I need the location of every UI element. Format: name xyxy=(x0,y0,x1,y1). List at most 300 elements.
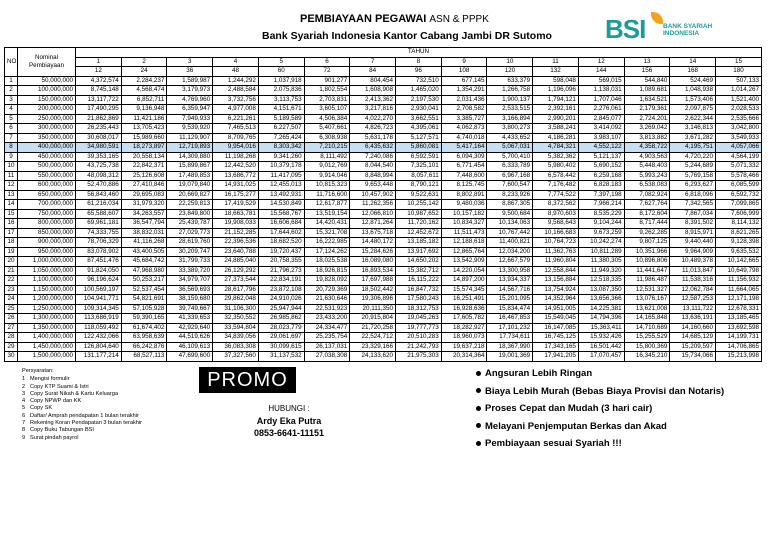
installment-cell: 22,259,813 xyxy=(167,200,213,210)
installment-cell: 2,197,530 xyxy=(396,95,442,105)
installment-cell: 14,710,689 xyxy=(624,323,670,333)
installment-cell: 7,867,034 xyxy=(670,209,716,219)
installment-cell: 14,420,431 xyxy=(304,219,350,229)
installment-cell: 8,125,745 xyxy=(441,181,487,191)
installment-cell: 8,848,994 xyxy=(350,171,396,181)
installment-cell: 34,980,591 xyxy=(76,143,122,153)
installment-cell: 25,235,754 xyxy=(304,333,350,343)
installment-cell: 69,961,181 xyxy=(76,219,122,229)
installment-cell: 1,794,121 xyxy=(533,95,579,105)
installment-cell: 19,637,218 xyxy=(441,342,487,352)
installment-cell: 83,078,902 xyxy=(76,247,122,257)
installment-cell: 8,745,148 xyxy=(76,86,122,96)
installment-cell: 3,605,107 xyxy=(304,105,350,115)
installment-cell: 54,821,691 xyxy=(121,295,167,305)
installment-cell: 43,400,505 xyxy=(121,247,167,257)
installment-cell: 13,692,598 xyxy=(716,323,762,333)
installment-cell: 6,094,309 xyxy=(441,152,487,162)
installment-cell: 13,156,884 xyxy=(533,276,579,286)
installment-cell: 18,312,753 xyxy=(396,304,442,314)
installment-cell: 5,690,152 xyxy=(578,162,624,172)
installment-cell: 6,538,083 xyxy=(624,181,670,191)
year-header-cell: 3 xyxy=(167,57,213,67)
installment-cell: 6,333,789 xyxy=(487,162,533,172)
installment-cell: 7,774,522 xyxy=(533,190,579,200)
installment-cell: 15,201,095 xyxy=(487,295,533,305)
installment-cell: 9,954,016 xyxy=(213,143,259,153)
installment-cell: 14,530,849 xyxy=(258,200,304,210)
installment-cell: 12,518,335 xyxy=(578,276,624,286)
table-row xyxy=(5,295,762,305)
installment-cell: 5,769,158 xyxy=(670,171,716,181)
installment-cell: 15,255,529 xyxy=(624,333,670,343)
installment-cell: 17,644,602 xyxy=(258,228,304,238)
installment-cell: 22,524,712 xyxy=(350,333,396,343)
installment-cell: 17,343,165 xyxy=(533,342,579,352)
row-number-cell: 27 xyxy=(5,323,18,333)
installment-cell: 30,209,747 xyxy=(167,247,213,257)
installment-cell: 36,547,794 xyxy=(121,219,167,229)
installment-cell: 2,845,077 xyxy=(578,114,624,124)
installment-cell: 12,452,672 xyxy=(396,228,442,238)
month-header-cell: 132 xyxy=(533,67,579,77)
table-row xyxy=(5,152,762,162)
installment-cell: 7,265,424 xyxy=(258,133,304,143)
year-header-cell: 11 xyxy=(533,57,579,67)
installment-cell: 7,465,513 xyxy=(213,124,259,134)
installment-cell: 29,695,083 xyxy=(121,190,167,200)
installment-cell: 24,334,477 xyxy=(304,323,350,333)
installment-cell: 59,390,165 xyxy=(121,314,167,324)
year-header-cell: 15 xyxy=(716,57,762,67)
installment-cell: 56,843,460 xyxy=(76,190,122,200)
installment-cell: 109,314,345 xyxy=(76,304,122,314)
installment-cell: 41,116,268 xyxy=(121,238,167,248)
installment-cell: 18,663,781 xyxy=(213,209,259,219)
bsi-leaf-icon xyxy=(651,12,663,24)
installment-cell: 16,147,085 xyxy=(533,323,579,333)
installment-cell: 8,114,132 xyxy=(716,219,762,229)
installment-cell: 1,014,267 xyxy=(716,86,762,96)
row-number-cell: 30 xyxy=(5,352,18,362)
installment-cell: 20,729,369 xyxy=(304,285,350,295)
installment-cell: 22,396,536 xyxy=(213,238,259,248)
installment-cell: 100,569,197 xyxy=(76,285,122,295)
installment-cell: 1,589,987 xyxy=(167,76,213,86)
row-number-cell: 8 xyxy=(5,143,18,153)
installment-cell: 15,284,626 xyxy=(350,247,396,257)
installment-cell: 26,985,862 xyxy=(258,314,304,324)
installment-cell: 3,166,894 xyxy=(487,114,533,124)
benefit-item xyxy=(476,383,724,401)
nominal-cell: 650,000,000 xyxy=(18,190,76,200)
installment-cell: 18,926,815 xyxy=(304,266,350,276)
month-header-cell: 96 xyxy=(396,67,442,77)
installment-cell: 8,621,265 xyxy=(716,228,762,238)
installment-cell: 5,407,661 xyxy=(304,124,350,134)
nominal-cell: 450,000,000 xyxy=(18,152,76,162)
nominal-cell: 1,150,000,000 xyxy=(18,285,76,295)
nominal-cell: 50,000,000 xyxy=(18,76,76,86)
nominal-cell: 350,000,000 xyxy=(18,133,76,143)
installment-cell: 11,129,907 xyxy=(167,133,213,143)
installment-cell: 1,707,046 xyxy=(578,95,624,105)
requirement-text: Copy SK xyxy=(30,405,53,412)
nominal-cell: 850,000,000 xyxy=(18,228,76,238)
row-number-cell: 15 xyxy=(5,209,18,219)
installment-cell: 3,588,241 xyxy=(533,124,579,134)
installment-cell: 57,105,928 xyxy=(121,304,167,314)
installment-cell: 11,720,162 xyxy=(396,219,442,229)
title-suffix: ASN & PPPK xyxy=(429,14,489,25)
installment-cell: 4,784,321 xyxy=(533,143,579,153)
installment-cell: 19,306,896 xyxy=(350,295,396,305)
installment-cell: 3,146,813 xyxy=(670,124,716,134)
installment-cell: 3,549,933 xyxy=(716,133,762,143)
installment-cell: 15,363,411 xyxy=(578,323,624,333)
installment-cell: 18,502,442 xyxy=(350,285,396,295)
requirement-item xyxy=(22,435,142,442)
installment-cell: 18,273,897 xyxy=(121,143,167,153)
installment-cell: 11,986,487 xyxy=(624,276,670,286)
installment-cell: 17,419,529 xyxy=(213,200,259,210)
installment-cell: 17,697,988 xyxy=(350,276,396,286)
installment-cell: 16,606,684 xyxy=(258,219,304,229)
installment-cell: 31,979,320 xyxy=(121,200,167,210)
installment-cell: 10,351,966 xyxy=(624,247,670,257)
installment-cell: 4,568,474 xyxy=(121,86,167,96)
installment-cell: 12,678,331 xyxy=(716,304,762,314)
installment-cell: 598,048 xyxy=(533,76,579,86)
installment-cell: 18,960,073 xyxy=(441,333,487,343)
installment-cell: 13,636,191 xyxy=(670,314,716,324)
installment-cell: 15,932,426 xyxy=(578,333,624,343)
requirement-item xyxy=(22,413,142,420)
installment-cell: 9,568,643 xyxy=(533,219,579,229)
installment-cell: 31,106,300 xyxy=(213,304,259,314)
requirement-text: Rekening Koran Pendapatan 3 bulan terakhir xyxy=(30,420,142,427)
installment-cell: 8,172,604 xyxy=(624,209,670,219)
installment-cell: 9,635,532 xyxy=(716,247,762,257)
nominal-cell: 1,350,000,000 xyxy=(18,323,76,333)
installment-cell: 19,720,437 xyxy=(258,247,304,257)
installment-cell: 5,382,362 xyxy=(533,152,579,162)
installment-cell: 13,686,772 xyxy=(213,171,259,181)
row-number-cell: 25 xyxy=(5,304,18,314)
nominal-cell: 600,000,000 xyxy=(18,181,76,191)
row-number-cell: 11 xyxy=(5,171,18,181)
installment-cell: 6,293,627 xyxy=(670,181,716,191)
installment-cell: 16,251,491 xyxy=(441,295,487,305)
installment-cell: 3,042,800 xyxy=(716,124,762,134)
nominal-header xyxy=(18,48,76,77)
year-header-row xyxy=(5,57,762,67)
nominal-cell: 500,000,000 xyxy=(18,162,76,172)
installment-cell: 2,284,237 xyxy=(121,76,167,86)
installment-cell: 1,354,291 xyxy=(441,86,487,96)
installment-cell: 27,410,846 xyxy=(121,181,167,191)
installment-cell: 901,277 xyxy=(304,76,350,86)
installment-cell: 8,303,342 xyxy=(258,143,304,153)
year-header-cell: 14 xyxy=(670,57,716,67)
installment-cell: 13,087,350 xyxy=(578,285,624,295)
installment-cell: 23,872,108 xyxy=(258,285,304,295)
table-row xyxy=(5,266,762,276)
bullet-icon xyxy=(476,371,481,376)
logo-caption-line-2: INDONESIA xyxy=(663,30,700,37)
benefit-text: Melayani Penjemputan Berkas dan Akad xyxy=(485,420,667,432)
installment-cell: 6,592,591 xyxy=(396,152,442,162)
installment-cell: 677,145 xyxy=(441,76,487,86)
month-header-cell: 168 xyxy=(670,67,716,77)
month-header-cell: 72 xyxy=(304,67,350,77)
installment-cell: 14,567,716 xyxy=(487,285,533,295)
installment-cell: 12,871,264 xyxy=(350,219,396,229)
installment-cell: 65,588,607 xyxy=(76,209,122,219)
row-number-cell: 18 xyxy=(5,238,18,248)
installment-cell: 8,970,603 xyxy=(533,209,579,219)
installment-cell: 104,941,771 xyxy=(76,295,122,305)
installment-cell: 3,983,107 xyxy=(578,133,624,143)
installment-cell: 12,188,618 xyxy=(441,238,487,248)
installment-cell: 17,101,232 xyxy=(487,323,533,333)
installment-cell: 6,592,732 xyxy=(716,190,762,200)
document-header xyxy=(0,0,768,48)
installment-cell: 13,076,167 xyxy=(624,295,670,305)
row-number-cell: 22 xyxy=(5,276,18,286)
installment-cell: 12,066,810 xyxy=(350,209,396,219)
installment-cell: 7,240,086 xyxy=(350,152,396,162)
installment-cell: 13,185,182 xyxy=(396,238,442,248)
installment-cell: 9,012,769 xyxy=(304,162,350,172)
nominal-cell: 100,000,000 xyxy=(18,86,76,96)
installment-cell: 14,706,865 xyxy=(716,342,762,352)
requirements-title: Persyaratan: xyxy=(22,368,54,374)
row-number-cell: 19 xyxy=(5,247,18,257)
installment-cell: 2,028,533 xyxy=(716,105,762,115)
row-number-cell: 12 xyxy=(5,181,18,191)
installment-cell: 9,914,046 xyxy=(304,171,350,181)
installment-cell: 23,849,800 xyxy=(167,209,213,219)
table-row xyxy=(5,171,762,181)
installment-cell: 5,121,137 xyxy=(578,152,624,162)
installment-cell: 544,840 xyxy=(624,76,670,86)
installment-cell: 13,754,924 xyxy=(533,285,579,295)
installment-cell: 6,852,711 xyxy=(121,95,167,105)
installment-cell: 8,709,765 xyxy=(213,133,259,143)
installment-cell: 2,488,584 xyxy=(213,86,259,96)
installment-cell: 3,269,042 xyxy=(624,124,670,134)
table-row xyxy=(5,76,762,86)
installment-cell: 15,213,998 xyxy=(716,352,762,362)
row-number-cell: 10 xyxy=(5,162,18,172)
installment-cell: 1,037,918 xyxy=(258,76,304,86)
installment-cell: 18,025,538 xyxy=(304,257,350,267)
installment-cell: 12,455,013 xyxy=(258,181,304,191)
installment-cell: 16,893,534 xyxy=(350,266,396,276)
installment-cell: 22,531,923 xyxy=(304,304,350,314)
installment-cell: 29,862,048 xyxy=(213,295,259,305)
year-header-cell: 7 xyxy=(350,57,396,67)
installment-cell: 9,440,440 xyxy=(670,238,716,248)
benefit-item xyxy=(476,435,724,453)
requirement-text: Mengisi formulir xyxy=(30,376,70,383)
installment-cell: 14,225,381 xyxy=(578,304,624,314)
installment-cell: 1,634,521 xyxy=(624,95,670,105)
installment-cell: 16,345,210 xyxy=(624,352,670,362)
year-header-cell: 2 xyxy=(121,57,167,67)
installment-cell: 14,309,880 xyxy=(167,152,213,162)
requirement-item xyxy=(22,420,142,427)
requirement-item xyxy=(22,391,142,398)
installment-cell: 5,071,332 xyxy=(716,162,762,172)
month-header-cell: 48 xyxy=(213,67,259,77)
installment-cell: 68,527,113 xyxy=(121,352,167,362)
installment-cell: 15,989,660 xyxy=(121,133,167,143)
requirement-number: 7 xyxy=(22,420,26,427)
table-row xyxy=(5,124,762,134)
document-subtitle: Bank Syariah Indonesia Kantor Cabang Jambi DR Sutomo xyxy=(262,30,552,42)
installment-cell: 4,720,220 xyxy=(670,152,716,162)
requirement-number: 5 xyxy=(22,405,26,412)
installment-cell: 47,968,980 xyxy=(121,266,167,276)
installment-cell: 19,079,840 xyxy=(167,181,213,191)
installment-cell: 10,142,665 xyxy=(716,257,762,267)
table-row xyxy=(5,181,762,191)
installment-cell: 10,764,723 xyxy=(533,238,579,248)
installment-cell: 17,734,611 xyxy=(487,333,533,343)
installment-cell: 7,966,214 xyxy=(578,200,624,210)
installment-cell: 1,266,758 xyxy=(487,86,533,96)
year-header-cell: 5 xyxy=(258,57,304,67)
installment-cell: 9,128,398 xyxy=(716,238,762,248)
bullet-icon xyxy=(476,441,481,446)
nominal-cell: 1,000,000,000 xyxy=(18,257,76,267)
requirement-item xyxy=(22,405,142,412)
installment-cell: 21,242,793 xyxy=(396,342,442,352)
installment-cell: 13,934,337 xyxy=(487,276,533,286)
installment-cell: 20,111,350 xyxy=(350,304,396,314)
installment-cell: 19,828,092 xyxy=(304,276,350,286)
year-header-cell: 6 xyxy=(304,57,350,67)
row-number-cell: 29 xyxy=(5,342,18,352)
contact-phone[interactable]: 0853-6641-11151 xyxy=(253,428,325,438)
nominal-cell: 550,000,000 xyxy=(18,171,76,181)
installment-cell: 126,804,640 xyxy=(76,342,122,352)
installment-cell: 24,133,620 xyxy=(350,352,396,362)
installment-cell: 32,350,552 xyxy=(213,314,259,324)
bsi-logo xyxy=(583,14,733,44)
installment-cell: 38,159,680 xyxy=(167,295,213,305)
installment-cell: 7,606,999 xyxy=(716,209,762,219)
installment-cell: 1,138,031 xyxy=(578,86,624,96)
installment-cell: 12,034,200 xyxy=(487,247,533,257)
installment-cell: 7,342,565 xyxy=(670,200,716,210)
table-row xyxy=(5,333,762,343)
nominal-header-line-1: Nominal xyxy=(34,53,59,61)
installment-cell: 24,910,026 xyxy=(258,295,304,305)
installment-cell: 20,758,355 xyxy=(258,257,304,267)
installment-cell: 524,469 xyxy=(670,76,716,86)
installment-cell: 22,842,371 xyxy=(121,162,167,172)
installment-cell: 34,263,557 xyxy=(121,209,167,219)
installment-cell: 569,015 xyxy=(578,76,624,86)
installment-cell: 21,630,646 xyxy=(304,295,350,305)
installment-cell: 5,860,081 xyxy=(396,143,442,153)
bullet-icon xyxy=(476,406,481,411)
installment-cell: 1,465,020 xyxy=(396,86,442,96)
installment-cell: 7,397,198 xyxy=(578,190,624,200)
installment-cell: 4,506,384 xyxy=(304,114,350,124)
installment-cell: 15,734,066 xyxy=(670,352,716,362)
installment-cell: 1,573,406 xyxy=(670,95,716,105)
installment-cell: 6,828,183 xyxy=(578,181,624,191)
nominal-cell: 1,300,000,000 xyxy=(18,314,76,324)
installment-cell: 8,111,492 xyxy=(304,152,350,162)
installment-cell: 16,745,125 xyxy=(533,333,579,343)
installment-cell: 29,061,697 xyxy=(258,333,304,343)
installment-cell: 44,519,626 xyxy=(167,333,213,343)
installment-cell: 2,703,831 xyxy=(304,95,350,105)
installment-cell: 11,949,320 xyxy=(578,266,624,276)
table-row xyxy=(5,133,762,143)
installment-cell: 5,448,403 xyxy=(624,162,670,172)
requirement-text: Copy Surat Nikah & Kartu Keluarga xyxy=(30,390,118,397)
installment-cell: 13,621,008 xyxy=(624,304,670,314)
installment-cell: 74,333,755 xyxy=(76,228,122,238)
installment-cell: 14,931,025 xyxy=(213,181,259,191)
installment-cell: 15,899,867 xyxy=(167,162,213,172)
installment-cell: 13,117,722 xyxy=(76,95,122,105)
installment-cell: 14,650,202 xyxy=(396,257,442,267)
installment-cell: 2,392,161 xyxy=(533,105,579,115)
installment-cell: 4,057,066 xyxy=(716,143,762,153)
year-header-cell: 9 xyxy=(441,57,487,67)
month-header-cell: 120 xyxy=(487,67,533,77)
installment-cell: 10,987,652 xyxy=(396,209,442,219)
installment-cell: 48,098,312 xyxy=(76,171,122,181)
month-header-cell: 180 xyxy=(716,67,762,77)
installment-cell: 61,216,034 xyxy=(76,200,122,210)
nominal-cell: 700,000,000 xyxy=(18,200,76,210)
title-text: PEMBIAYAAN PEGAWAI xyxy=(300,13,427,25)
installment-cell: 36,083,308 xyxy=(213,342,259,352)
installment-cell: 13,656,366 xyxy=(578,295,624,305)
installment-cell: 33,389,720 xyxy=(167,266,213,276)
installment-cell: 5,189,589 xyxy=(258,114,304,124)
requirement-item xyxy=(22,398,142,405)
installment-cell: 47,699,600 xyxy=(167,352,213,362)
installment-cell: 14,480,172 xyxy=(350,238,396,248)
installment-cell: 8,044,540 xyxy=(350,162,396,172)
installment-cell: 2,930,041 xyxy=(396,105,442,115)
installment-cell: 10,134,063 xyxy=(487,219,533,229)
month-header-cell: 144 xyxy=(578,67,624,77)
nominal-cell: 1,200,000,000 xyxy=(18,295,76,305)
installment-table xyxy=(4,47,762,362)
installment-cell: 9,964,909 xyxy=(670,247,716,257)
requirement-text: Daftar/ Amprah pendapatan 1 bulan terakhir xyxy=(30,412,139,419)
installment-cell: 9,807,125 xyxy=(624,238,670,248)
installment-cell: 1,196,096 xyxy=(533,86,579,96)
installment-cell: 19,001,369 xyxy=(487,352,533,362)
installment-cell: 27,038,308 xyxy=(304,352,350,362)
installment-cell: 12,531,327 xyxy=(624,285,670,295)
installment-cell: 16,089,080 xyxy=(350,257,396,267)
logo-caption-line-1: BANK SYARIAH xyxy=(663,23,713,30)
installment-cell: 3,800,273 xyxy=(487,124,533,134)
installment-cell: 2,276,061 xyxy=(578,105,624,115)
